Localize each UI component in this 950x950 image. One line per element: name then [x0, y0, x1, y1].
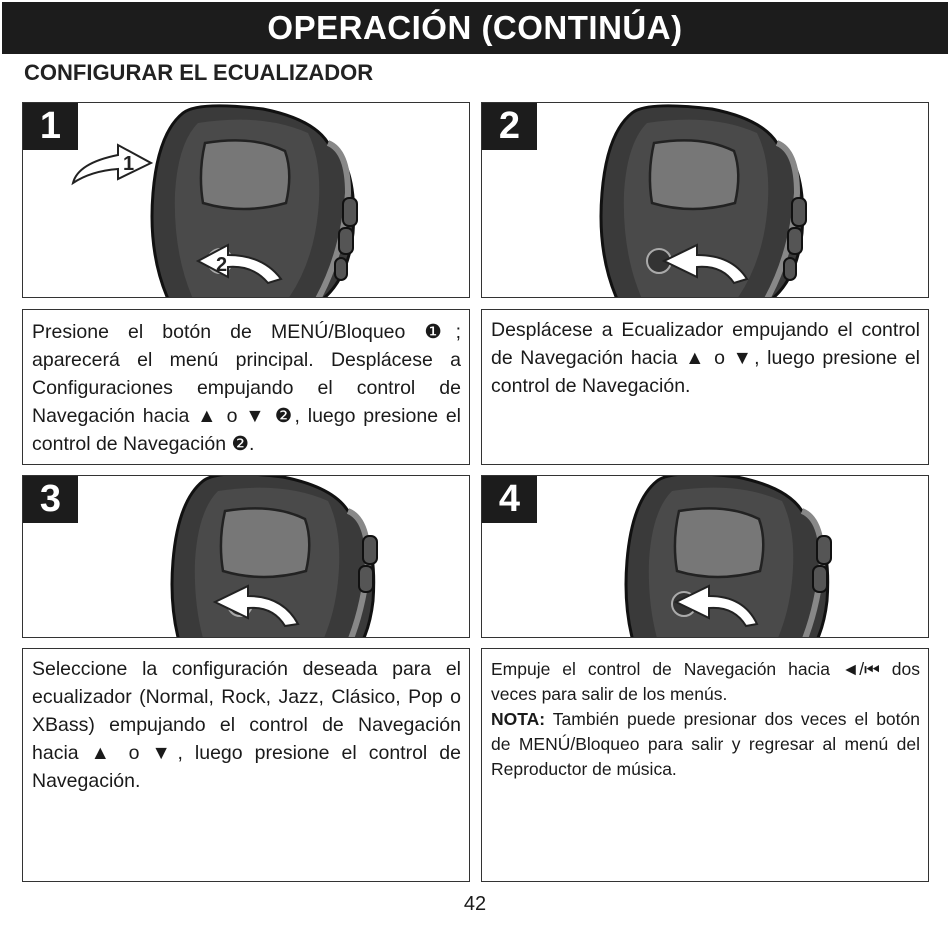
- device-illustration: [23, 476, 470, 638]
- device-illustration: [23, 103, 470, 298]
- step-3-illustration: [22, 475, 470, 638]
- step-4-text-box: [481, 648, 929, 882]
- page-number: 42: [463, 893, 487, 915]
- device-illustration: [482, 476, 929, 638]
- step-2-instructions: Desplácese a Ecualizador empujando el control de Navegación hacia ▲ o ▼, luego presione el control de Navegación.: [491, 319, 920, 397]
- step-number: 4: [482, 476, 537, 523]
- step-2-text-box: [481, 309, 929, 465]
- step-1-text-box: [22, 309, 470, 465]
- step-3-instructions: Seleccione la configuración deseada para el ecualizador (Normal, Rock, Jazz, Clásico, Pop o XBass) empujando el control de Navegación hacia ▲ o ▼, luego presione el control de Navegación.: [32, 658, 461, 792]
- arrow-1-icon: [73, 145, 151, 183]
- step-1-illustration: [22, 102, 470, 298]
- page-title-bar: [2, 2, 948, 54]
- step-1-instructions: Presione el botón de MENÚ/Bloqueo ❶; aparecerá el menú principal. Desplácese a Configuraciones empujando el control de Navegación hacia ▲ o ▼ ❷, luego presione el control de Navegación ❷.: [32, 321, 461, 455]
- page-title: OPERACIÓN (CONTINÚA): [267, 9, 683, 46]
- step-4-illustration: [481, 475, 929, 638]
- note-label: NOTA:: [491, 709, 546, 729]
- step-number: 1: [23, 103, 78, 150]
- section-heading: CONFIGURAR EL ECUALIZADOR: [24, 60, 374, 85]
- step-4-instructions: Empuje el control de Navegación hacia ◄/⏮ dos veces para salir de los menús.: [491, 659, 920, 704]
- step-4-note: [491, 707, 920, 782]
- device-illustration: [482, 103, 929, 298]
- step-number: 2: [482, 103, 537, 150]
- note-text: También puede presionar dos veces el botón de MENÚ/Bloqueo para salir y regresar al menú del Reproductor de música.: [491, 709, 920, 779]
- step-2-illustration: [481, 102, 929, 298]
- step-3-text-box: [22, 648, 470, 882]
- step-number: 3: [23, 476, 78, 523]
- callout-1: 1: [123, 153, 135, 175]
- callout-2: 2: [216, 254, 228, 276]
